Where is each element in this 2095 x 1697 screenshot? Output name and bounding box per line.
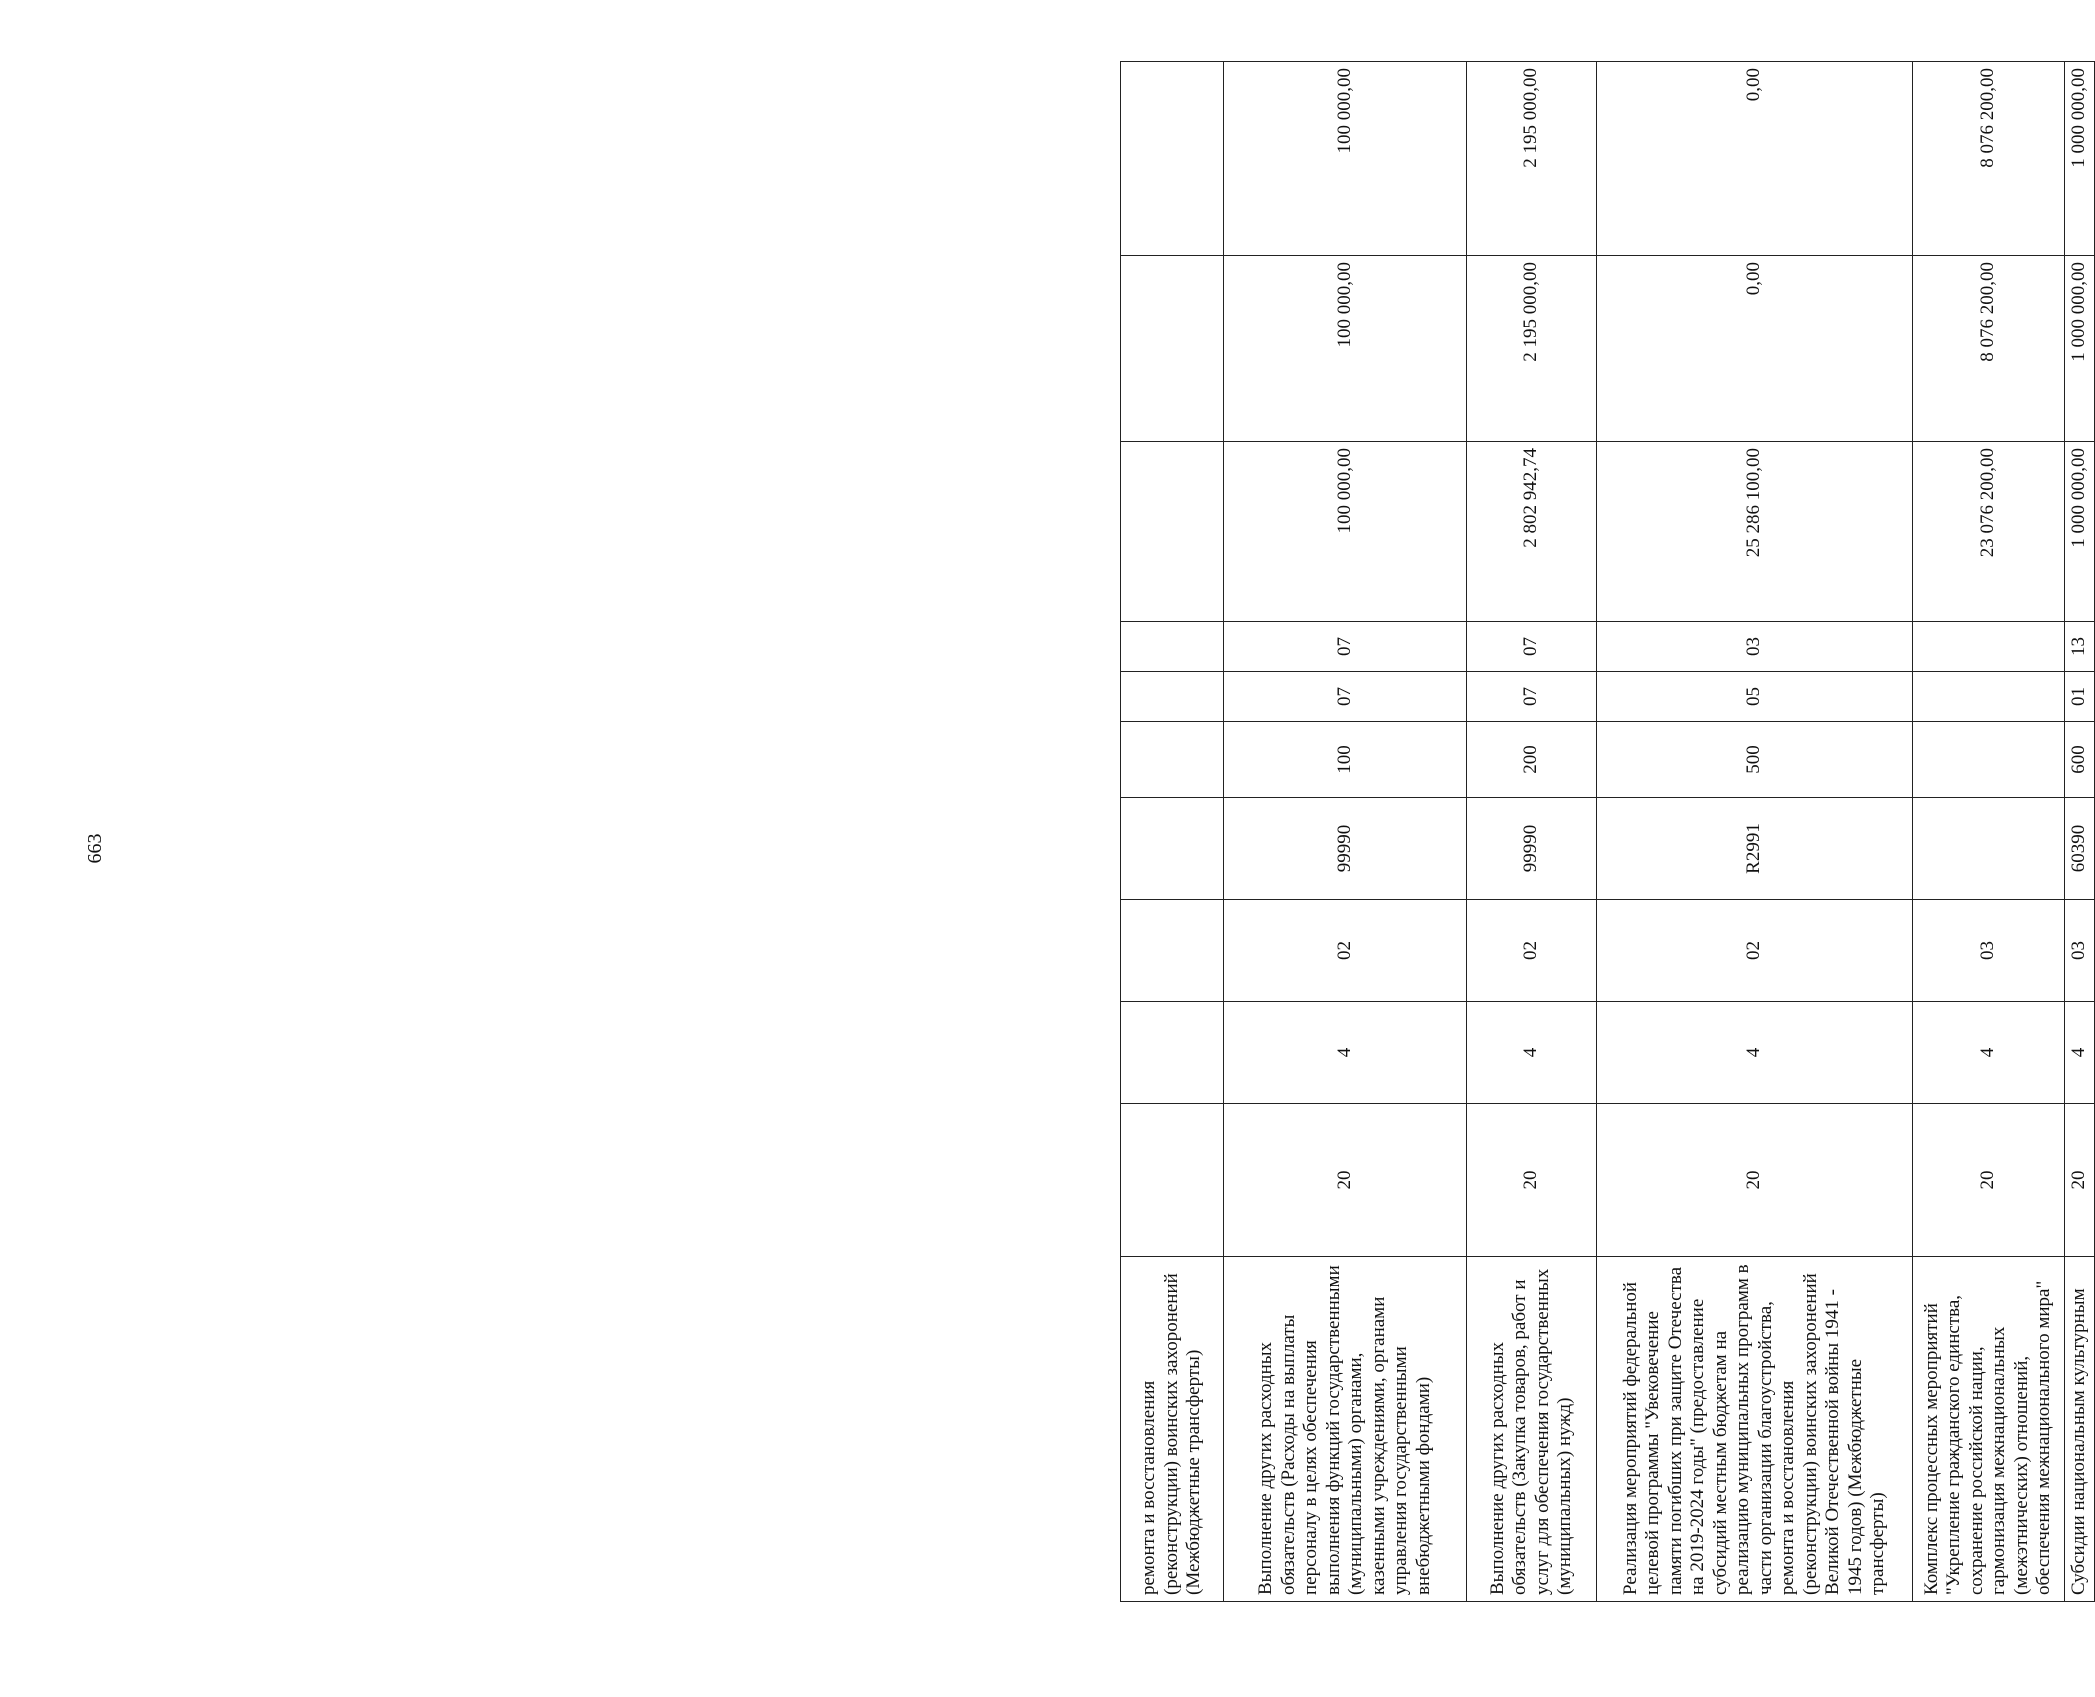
cell-amount-2: 100 000,00: [1224, 256, 1467, 442]
cell-amount-3: 100 000,00: [1224, 62, 1467, 256]
cell-amount-1: [1121, 442, 1224, 622]
table-row: [2065, 62, 2095, 1602]
cell-code-6: [1912, 672, 2064, 722]
table-row: [1224, 62, 1467, 1602]
cell-code-4: R2991: [1597, 798, 1912, 900]
page-number-wrapper: [80, 0, 110, 1697]
cell-code-5: 500: [1597, 722, 1912, 798]
cell-code-2: 4: [1224, 1002, 1467, 1104]
budget-table: [1120, 61, 2095, 1602]
cell-amount-3: [1121, 62, 1224, 256]
table-row: [1466, 62, 1597, 1602]
cell-amount-2: 8 076 200,00: [1912, 256, 2064, 442]
row-description: ремонта и восстановления (реконструкции) воинских захоронений (Межбюджетные трансферты): [1121, 1257, 1224, 1602]
rotated-table-container: [1120, 62, 2095, 1602]
cell-code-7: 13: [2065, 622, 2095, 672]
cell-amount-3: 8 076 200,00: [1912, 62, 2064, 256]
cell-amount-1: 1 000 000,00: [2065, 442, 2095, 622]
cell-code-3: 03: [2065, 900, 2095, 1002]
cell-code-3: 02: [1224, 900, 1467, 1002]
cell-code-3: 02: [1466, 900, 1597, 1002]
row-description: Субсидии национальным культурным: [2065, 1257, 2095, 1602]
cell-code-3: 02: [1597, 900, 1912, 1002]
cell-amount-1: 100 000,00: [1224, 442, 1467, 622]
cell-code-1: 20: [1597, 1104, 1912, 1257]
table-row: [1121, 62, 1224, 1602]
cell-code-1: 20: [1466, 1104, 1597, 1257]
cell-code-7: 07: [1224, 622, 1467, 672]
cell-code-2: 4: [1597, 1002, 1912, 1104]
cell-amount-1: 25 286 100,00: [1597, 442, 1912, 622]
cell-code-6: 07: [1224, 672, 1467, 722]
cell-code-6: 07: [1466, 672, 1597, 722]
cell-code-3: [1121, 900, 1224, 1002]
cell-code-2: [1121, 1002, 1224, 1104]
cell-code-5: [1912, 722, 2064, 798]
cell-amount-1: 23 076 200,00: [1912, 442, 2064, 622]
cell-code-7: [1121, 622, 1224, 672]
row-description: Комплекс процессных мероприятий "Укрепление гражданского единства, сохранение российской нации, гармонизация межнациональных (межэтнических) отношений, обеспечения межнационального мира": [1912, 1257, 2064, 1602]
cell-code-1: 20: [2065, 1104, 2095, 1257]
table-row: [1912, 62, 2064, 1602]
row-description: Выполнение других расходных обязательств (Закупка товаров, работ и услуг для обеспечения государственных (муниципальных) нужд): [1466, 1257, 1597, 1602]
cell-amount-2: 1 000 000,00: [2065, 256, 2095, 442]
cell-code-5: [1121, 722, 1224, 798]
cell-code-1: [1121, 1104, 1224, 1257]
cell-code-1: 20: [1912, 1104, 2064, 1257]
row-description: Выполнение других расходных обязательств (Расходы на выплаты персоналу в целях обеспечения выполнения функций государственными (муниципальными) органами, казенными учреждениями, органами управления государственными внебюджетными фондами): [1224, 1257, 1467, 1602]
cell-code-6: [1121, 672, 1224, 722]
cell-code-7: [1912, 622, 2064, 672]
page-number: 663: [84, 833, 106, 864]
cell-amount-2: [1121, 256, 1224, 442]
cell-code-4: 99990: [1224, 798, 1467, 900]
cell-code-4: [1912, 798, 2064, 900]
cell-code-6: 05: [1597, 672, 1912, 722]
cell-code-5: 200: [1466, 722, 1597, 798]
cell-amount-2: 0,00: [1597, 256, 1912, 442]
cell-code-2: 4: [2065, 1002, 2095, 1104]
cell-code-4: 99990: [1466, 798, 1597, 900]
cell-amount-3: 2 195 000,00: [1466, 62, 1597, 256]
cell-code-4: 60390: [2065, 798, 2095, 900]
cell-code-3: 03: [1912, 900, 2064, 1002]
cell-code-1: 20: [1224, 1104, 1467, 1257]
cell-amount-3: 0,00: [1597, 62, 1912, 256]
cell-code-2: 4: [1912, 1002, 2064, 1104]
cell-code-7: 03: [1597, 622, 1912, 672]
row-description: Реализация мероприятий федеральной целевой программы "Увековечение памяти погибших при защите Отечества на 2019-2024 годы" (предоставление субсидий местным бюджетам на реализацию муниципальных программ в части организации благоустройства, ремонта и восстановления (реконструкции) воинских захоронений Великой Отечественной войны 1941 - 1945 годов) (Межбюджетные трансферты): [1597, 1257, 1912, 1602]
cell-code-2: 4: [1466, 1002, 1597, 1104]
cell-code-5: 600: [2065, 722, 2095, 798]
cell-code-5: 100: [1224, 722, 1467, 798]
cell-amount-2: 2 195 000,00: [1466, 256, 1597, 442]
cell-code-6: 01: [2065, 672, 2095, 722]
cell-code-4: [1121, 798, 1224, 900]
cell-amount-1: 2 802 942,74: [1466, 442, 1597, 622]
cell-amount-3: 1 000 000,00: [2065, 62, 2095, 256]
cell-code-7: 07: [1466, 622, 1597, 672]
table-row: [1597, 62, 1912, 1602]
